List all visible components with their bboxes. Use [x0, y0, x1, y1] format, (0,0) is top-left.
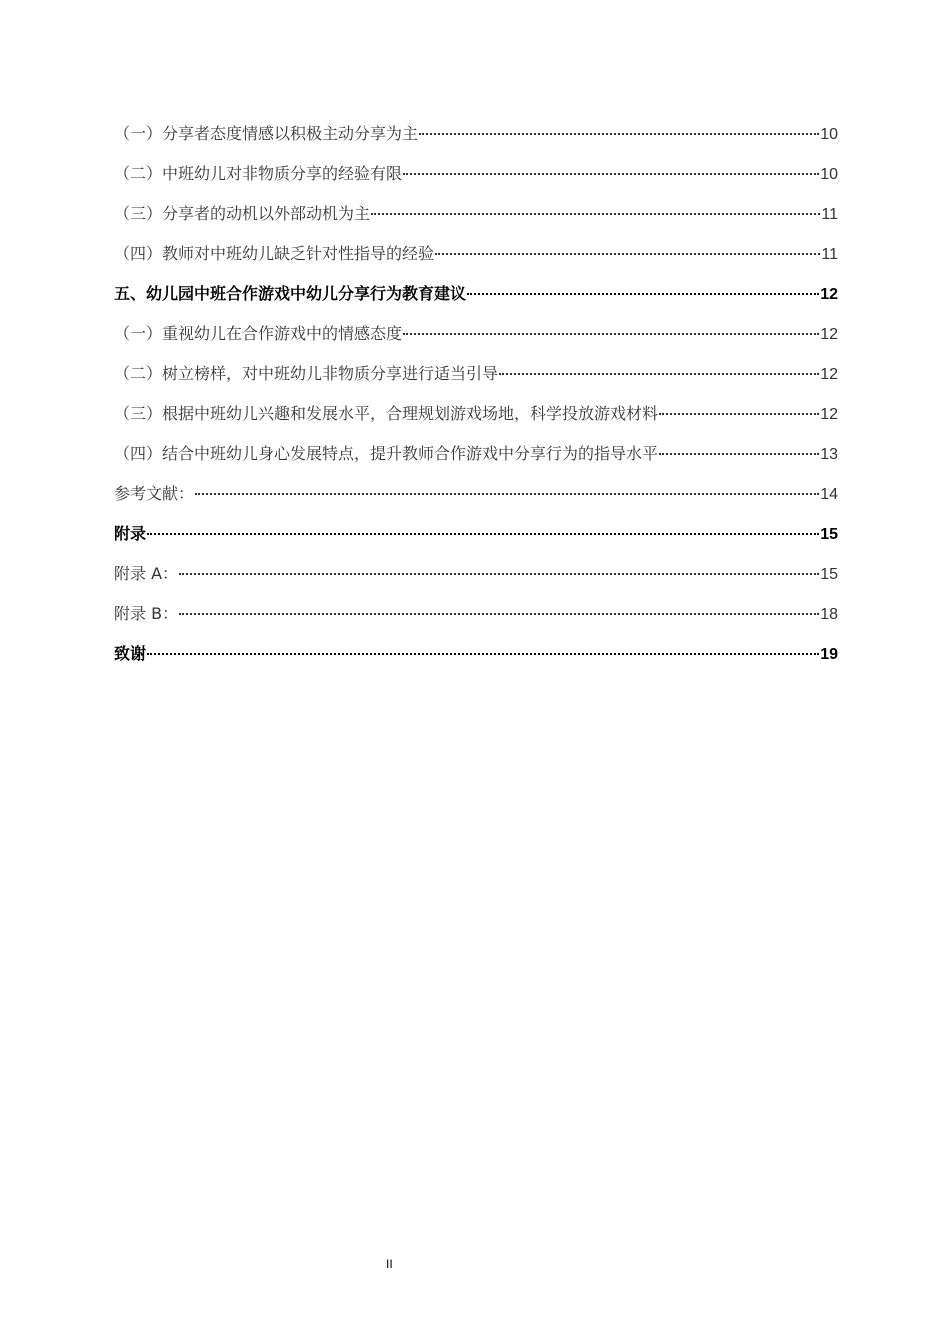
toc-dot-leader: [435, 253, 820, 255]
toc-entry[interactable]: [114, 122, 838, 162]
toc-dot-leader: [403, 333, 819, 335]
toc-entry-page: 15: [820, 526, 838, 543]
toc-entry-title: （四）结合中班幼儿身心发展特点，提升教师合作游戏中分享行为的指导水平: [114, 444, 659, 463]
toc-entry-page: 15: [820, 566, 838, 583]
toc-entry-page: 12: [820, 326, 838, 343]
toc-entry[interactable]: [114, 322, 838, 362]
toc-entry-title: 附录: [114, 524, 147, 543]
toc-entry-page: 12: [820, 366, 838, 383]
toc-entry-title: （三）根据中班幼儿兴趣和发展水平，合理规划游戏场地，科学投放游戏材料: [114, 404, 659, 423]
toc-entry-title: （一）分享者态度情感以积极主动分享为主: [114, 124, 419, 143]
toc-dot-leader: [371, 213, 820, 215]
toc-entry-title: 附录 B：: [114, 604, 179, 623]
toc-entry-title: （一）重视幼儿在合作游戏中的情感态度: [114, 324, 403, 343]
toc-entry-page: 12: [820, 406, 838, 423]
toc-dot-leader: [179, 573, 819, 575]
toc-chapter-entry[interactable]: [114, 522, 838, 562]
toc-entry[interactable]: [114, 202, 838, 242]
toc-entry[interactable]: [114, 442, 838, 482]
toc-entry[interactable]: [114, 242, 838, 282]
toc-entry-page: 10: [820, 166, 838, 183]
toc-chapter-entry[interactable]: [114, 282, 838, 322]
toc-entry[interactable]: [114, 402, 838, 442]
toc-entry-page: 11: [821, 246, 838, 263]
toc-dot-leader: [147, 533, 819, 535]
toc-chapter-entry[interactable]: [114, 642, 838, 682]
page-number: II: [386, 1257, 393, 1271]
toc-dot-leader: [499, 373, 819, 375]
toc-entry-page: 19: [820, 646, 838, 663]
toc-entry-page: 11: [821, 206, 838, 223]
toc-entry-page: 13: [820, 446, 838, 463]
toc-entry[interactable]: [114, 162, 838, 202]
toc-entry[interactable]: [114, 482, 838, 522]
toc-entry-title: 五、幼儿园中班合作游戏中幼儿分享行为教育建议: [114, 284, 467, 303]
toc-dot-leader: [179, 613, 819, 615]
toc-entry-title: （三）分享者的动机以外部动机为主: [114, 204, 371, 223]
toc-entry-title: 附录 A：: [114, 564, 179, 583]
toc-dot-leader: [147, 653, 819, 655]
toc-entry-title: （二）树立榜样，对中班幼儿非物质分享进行适当引导: [114, 364, 499, 383]
toc-entry-page: 14: [820, 486, 838, 503]
toc-entry-title: 参考文献：: [114, 484, 195, 503]
toc-entry-page: 12: [820, 286, 838, 303]
toc-entry[interactable]: [114, 602, 838, 642]
toc-entry-title: （四）教师对中班幼儿缺乏针对性指导的经验: [114, 244, 435, 263]
toc-dot-leader: [659, 453, 819, 455]
toc-entry-title: 致谢: [114, 644, 147, 663]
toc-entry[interactable]: [114, 562, 838, 602]
toc-entry[interactable]: [114, 362, 838, 402]
toc-entry-page: 10: [820, 126, 838, 143]
table-of-contents: [114, 122, 838, 682]
toc-entry-page: 18: [820, 606, 838, 623]
toc-dot-leader: [419, 133, 819, 135]
toc-entry-title: （二）中班幼儿对非物质分享的经验有限: [114, 164, 403, 183]
toc-dot-leader: [195, 493, 819, 495]
toc-dot-leader: [467, 293, 819, 295]
toc-dot-leader: [403, 173, 819, 175]
toc-dot-leader: [659, 413, 819, 415]
